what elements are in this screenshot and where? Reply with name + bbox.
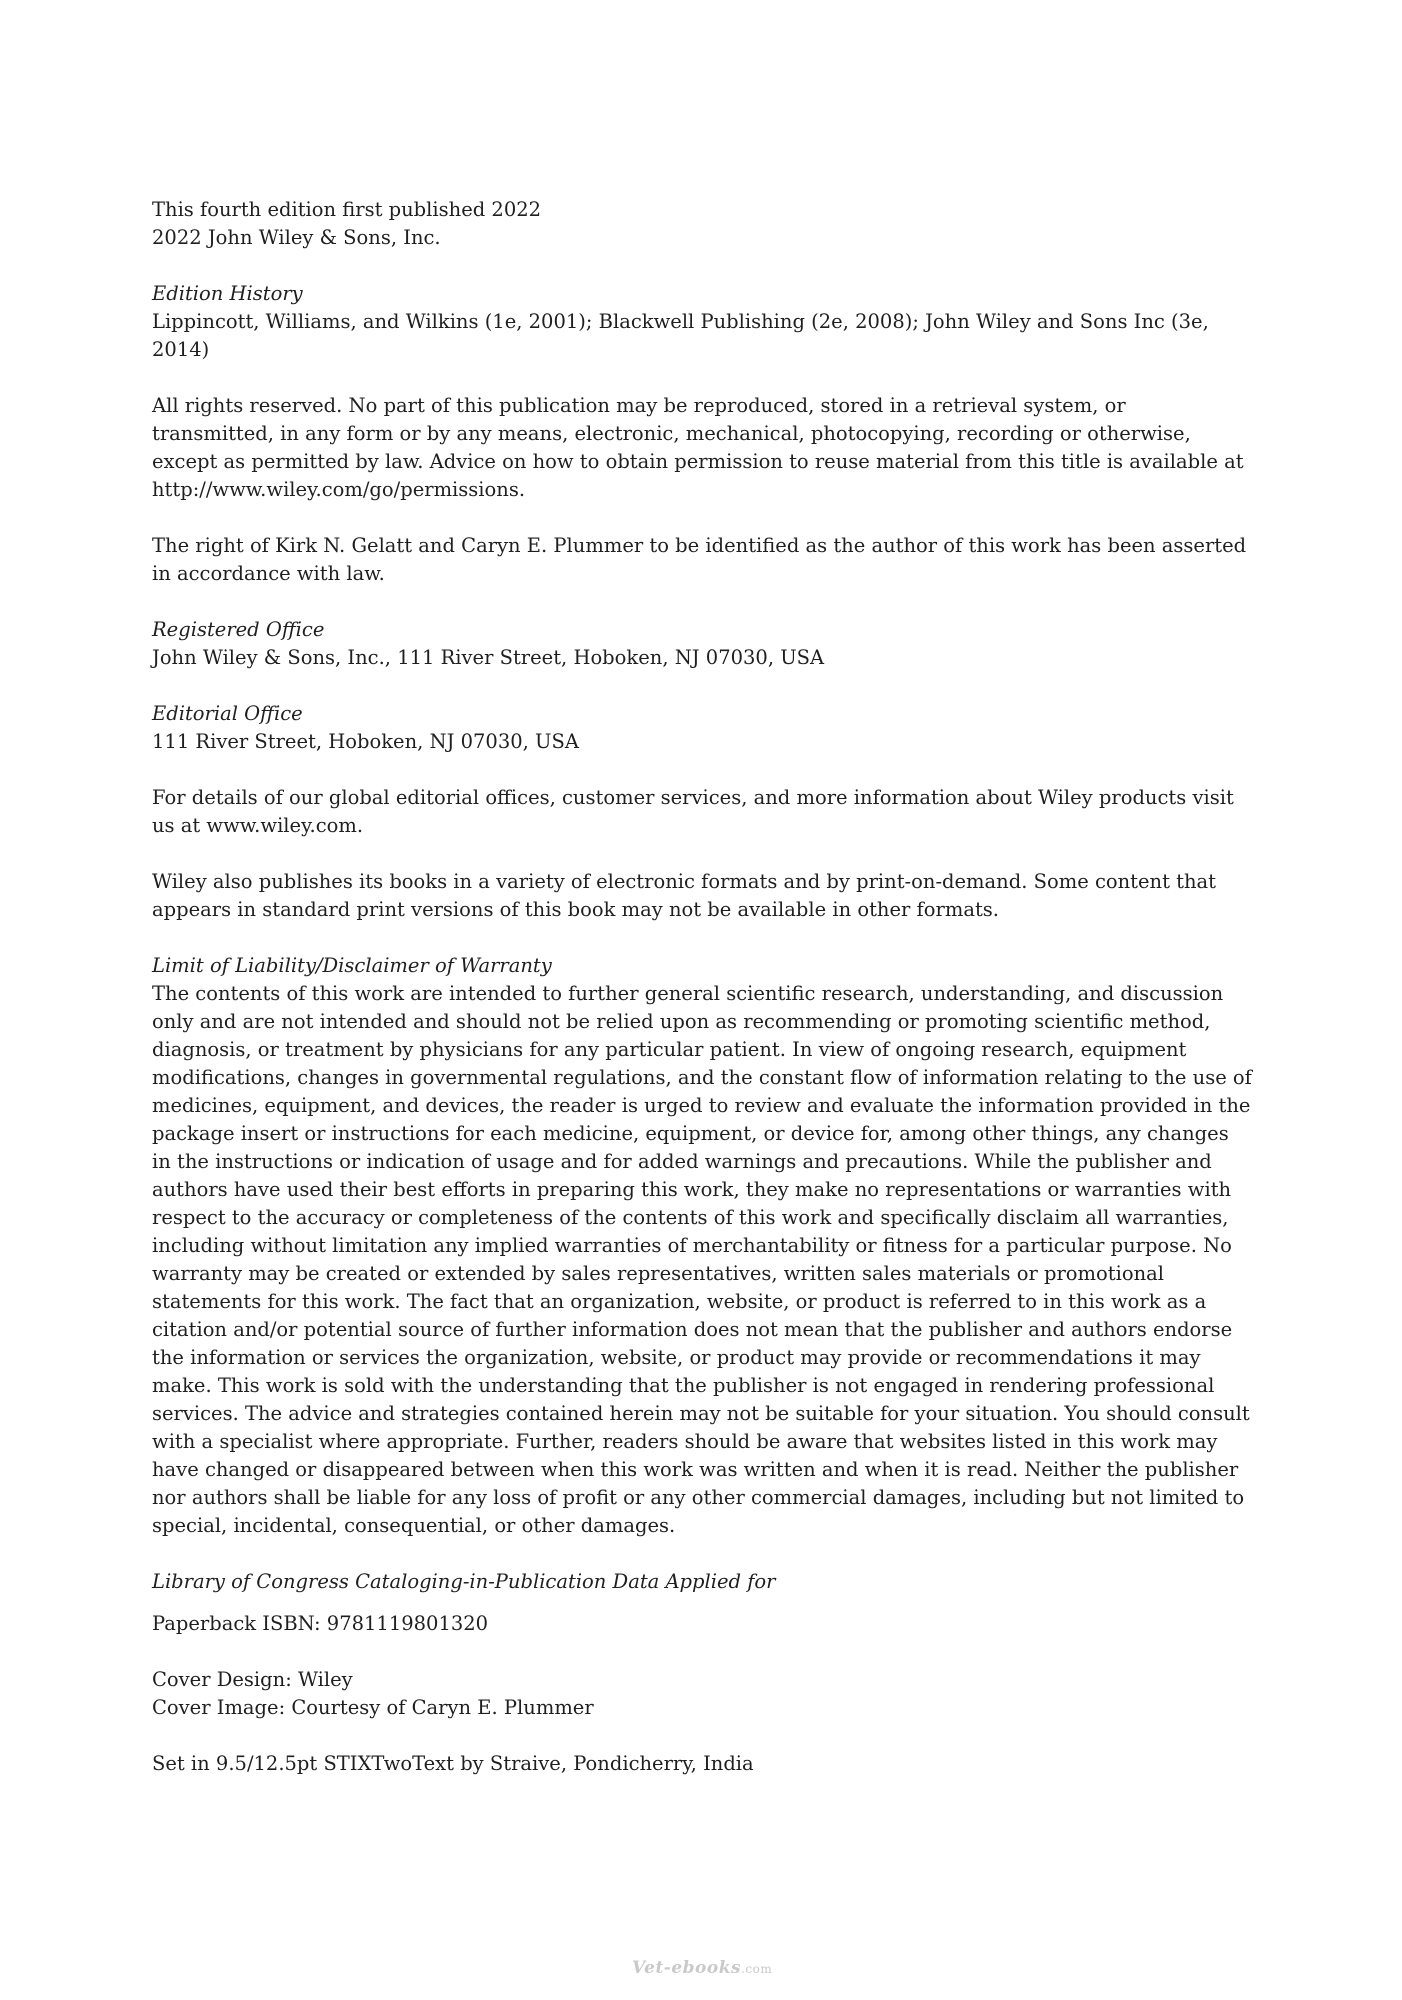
author-right-block — [152, 532, 1252, 588]
registered-office-block — [152, 616, 1252, 672]
registered-office-heading: Registered Office — [152, 618, 325, 641]
formats-text: Wiley also publishes its books in a variety of electronic formats and by print-on-demand. Some content that appears in standard print versions of this book may not be available in other formats. — [152, 870, 1216, 921]
cover-design-text: Cover Design: Wiley — [152, 1668, 353, 1691]
rights-block — [152, 392, 1252, 504]
isbn-text: Paperback ISBN: 9781119801320 — [152, 1612, 489, 1635]
watermark-name: Vet-ebooks — [632, 1958, 742, 1978]
typeset-block — [152, 1750, 1252, 1778]
editorial-office-heading: Editorial Office — [152, 702, 303, 725]
editorial-office-text: 111 River Street, Hoboken, NJ 07030, USA — [152, 730, 579, 753]
cip-block — [152, 1568, 1252, 1596]
cover-image-text: Cover Image: Courtesy of Caryn E. Plummer — [152, 1696, 594, 1719]
rights-text: All rights reserved. No part of this publication may be reproduced, stored in a retrieval system, or transmitted, in any form or by any means, electronic, mechanical, photocopying, recording or otherwise, except as permitted by law. Advice on how to obtain permission to reuse material from this title is available at http://www.wiley.com/go/permissions. — [152, 394, 1244, 501]
edition-history-heading: Edition History — [152, 282, 303, 305]
edition-history-text: Lippincott, Williams, and Wilkins (1e, 2001); Blackwell Publishing (2e, 2008); John Wiley and Sons Inc (3e, 2014) — [152, 310, 1209, 361]
formats-block — [152, 868, 1252, 924]
copyright-holder-line: 2022 John Wiley & Sons, Inc. — [152, 226, 441, 249]
global-offices-block — [152, 784, 1252, 840]
disclaimer-text: The contents of this work are intended to further general scientific research, understanding, and discussion only and are not intended and should not be relied upon as recommending or promoting scientific method, diagnosis, or treatment by physicians for any particular patient. In view of ongoing research, equipment modifications, changes in governmental regulations, and the constant flow of information relating to the use of medicines, equipment, and devices, the reader is urged to review and evaluate the information provided in the package insert or instructions for each medicine, equipment, or device for, among other things, any changes in the instructions or indication of usage and for added warnings and precautions. While the publisher and authors have used their best efforts in preparing this work, they make no representations or warranties with respect to the accuracy or completeness of the contents of this work and specifically disclaim all warranties, including without limitation any implied warranties of merchantability or fitness for a particular purpose. No warranty may be created or extended by sales representatives, written sales materials or promotional statements for this work. The fact that an organization, website, or product is referred to in this work as a citation and/or potential source of further information does not mean that the publisher and authors endorse the information or services the organization, website, or product may provide or recommendations it may make. This work is sold with the understanding that the publisher is not engaged in rendering professional services. The advice and strategies contained herein may not be suitable for your situation. You should consult with a specialist where appropriate. Further, readers should be aware that websites listed in this work may have changed or disappeared between when this work was written and when it is read. Neither the publisher nor authors shall be liable for any loss of profit or any other commercial damages, including but not limited to special, incidental, consequential, or other damages. — [152, 982, 1252, 1537]
typeset-text: Set in 9.5/12.5pt STIXTwoText by Straive, Pondicherry, India — [152, 1752, 754, 1775]
copyright-page — [152, 196, 1252, 1806]
cover-block — [152, 1666, 1252, 1722]
edition-line: This fourth edition first published 2022 — [152, 198, 542, 221]
isbn-block — [152, 1610, 1252, 1638]
registered-office-text: John Wiley & Sons, Inc., 111 River Street, Hoboken, NJ 07030, USA — [152, 646, 825, 669]
author-right-text: The right of Kirk N. Gelatt and Caryn E. Plummer to be identified as the author of this work has been asserted in accordance with law. — [152, 534, 1247, 585]
cip-heading: Library of Congress Cataloging-in-Publication Data Applied for — [152, 1570, 776, 1593]
edition-history-block — [152, 280, 1252, 364]
watermark-suffix: .com — [741, 1962, 773, 1976]
disclaimer-block — [152, 952, 1252, 1540]
disclaimer-heading: Limit of Liability/Disclaimer of Warranty — [152, 954, 552, 977]
watermark-logo — [632, 1958, 772, 1978]
copyright-block — [152, 196, 1252, 252]
editorial-office-block — [152, 700, 1252, 756]
global-offices-text: For details of our global editorial offices, customer services, and more information about Wiley products visit us at www.wiley.com. — [152, 786, 1234, 837]
